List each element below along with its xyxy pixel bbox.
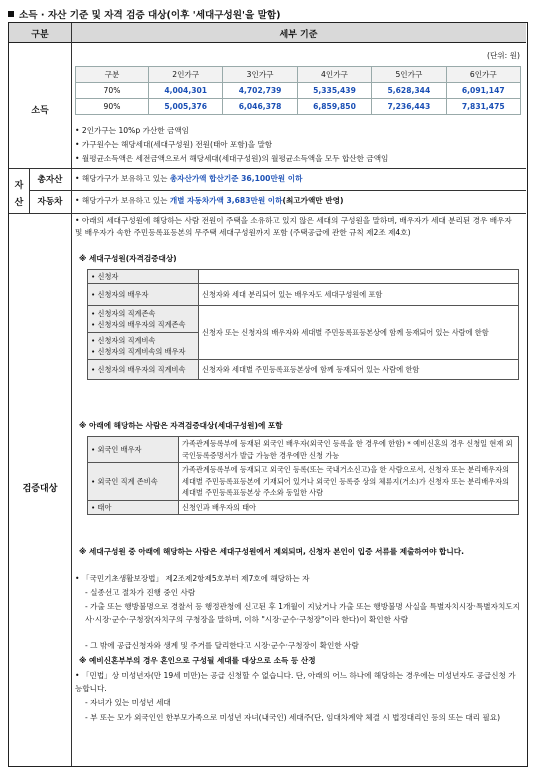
verify-intro: • 아래의 세대구성원에 해당하는 사람 전원이 주택을 소유하고 있지 않은 세대의 구성원을 말하며, 배우자가 세대 분리된 경우 배우자 및 배우자가 속한 주민등록표등본의 무주택 세대구성원까지 포함 (주택공급에 관한 규칙 제2조 제4호) — [75, 216, 512, 238]
members-row: • 신청자의 배우자 신청자와 세대 분리되어 있는 배우자도 세대구성원에 포함 — [88, 284, 519, 306]
income-row-90: 90% 5,005,376 6,046,378 6,859,850 7,236,443 7,831,475 — [76, 99, 521, 115]
income-note: • 월평균소득액은 세전금액으로서 해당세대(세대구성원)의 월평균소득액을 모두 합산한 금액임 — [75, 154, 389, 163]
exclusion-item: - 가출 또는 행방불명으로 경찰서 등 행정관청에 신고된 후 1개월이 지났거나 가출 또는 행방불명 사실을 특별자치시장·특별자치도지사·시장·군수·구청장(자치구의 구청장을 말하며, 이하 "시장·군수·구청장"이라 한다)이 확인한 사람 — [85, 602, 520, 624]
unit-note: (단위: 원) — [487, 51, 520, 60]
members-row: • 신청자 — [88, 270, 519, 284]
extra-row: • 외국인 배우자 가족관계등록부에 등재된 외국인 배우자(외국인 등록을 한 경우에 한함) * 예비신혼의 경우 신청일 현재 외국인등록증명서가 발급 가능한 경우에만 신청 가능 — [88, 437, 519, 463]
members-heading: ※ 세대구성원(자격검증대상) — [79, 254, 177, 263]
exclusion-item: - 그 밖에 공급신청자와 생계 및 주거를 달리한다고 시장·군수·구청장이 확인한 사람 — [85, 641, 359, 650]
extra-heading: ※ 아래에 해당하는 사람은 자격검증대상(세대구성원)에 포함 — [79, 421, 283, 430]
income-row-70: 70% 4,004,301 4,702,739 5,335,439 5,628,344 6,091,147 — [76, 83, 521, 99]
criteria-table — [8, 22, 528, 767]
section-title: 소득 · 자산 기준 및 자격 검증 대상(이후 '세대구성원'을 말함) — [8, 7, 281, 21]
total-assets-criterion: • 해당가구가 보유하고 있는 총자산가액 합산기준 36,100만원 이하 — [75, 174, 303, 183]
header-detail: 세부 기준 — [279, 30, 318, 40]
income-note: • 가구원수는 해당세대(세대구성원) 전원(태아 포함)을 말함 — [75, 140, 273, 149]
exclusion-item: - 실종선고 절차가 진행 중인 사람 — [85, 588, 196, 597]
civil-law-item: • 「민법」상 미성년자(만 19세 미만)는 공급 신청할 수 없습니다. 단, 아래의 어느 하나에 해당하는 경우에는 미성년자도 공급신청 가능합니다. — [75, 671, 516, 693]
members-row: • 신청자의 배우자의 직계비속 신청자와 세대별 주민등록표등본상에 함께 등재되어 있는 사람에 한함 — [88, 360, 519, 380]
car-assets-label: 자동차 — [37, 197, 63, 207]
members-row: • 신청자의 직계존속 • 신청자의 배우자의 직계존속 • 신청자의 직계비속 • 신청자의 직계비속의 배우자 신청자 또는 신청자의 배우자와 세대별 주민등록표등본상에 함께 등재되어 있는 사람에 한함 — [88, 306, 519, 360]
square-bullet-icon — [8, 11, 14, 17]
minor-item: - 자녀가 있는 미성년 세대 — [85, 698, 171, 707]
extra-table — [87, 436, 519, 515]
extra-row: • 태아 신청인과 배우자의 태아 — [88, 500, 519, 514]
income-label: 소득 — [31, 106, 49, 116]
total-assets-label: 총자산 — [37, 175, 63, 185]
assets-label-top: 자 — [14, 181, 24, 191]
header-category: 구분 — [31, 30, 49, 40]
car-assets-criterion: • 해당가구가 보유하고 있는 개별 자동차가액 3,683만원 이하(최고가액만 반영) — [75, 196, 344, 205]
verify-label: 검증대상 — [22, 484, 58, 494]
basic-law-item: • 「국민기초생활보장법」 제2조제2항제5호부터 제7호에 해당하는 자 — [75, 574, 310, 583]
income-note: • 2인가구는 10%p 가산한 금액임 — [75, 126, 190, 135]
income-table-header: 구분 2인가구 3인가구 4인가구 5인가구 6인가구 — [76, 67, 521, 83]
minor-item: - 부 또는 모가 외국인인 한부모가족으로 미성년 자녀(내국인) 세대주(단, 임대차계약 체결 시 법정대리인 등의 또는 대리 필요) — [85, 713, 501, 722]
assets-label-bottom: 산 — [14, 198, 24, 208]
income-table — [75, 66, 521, 115]
members-table — [87, 269, 519, 380]
exclude-note: ※ 세대구성원 중 아래에 해당하는 사람은 세대구성원에서 제외되며, 신청자 본인이 입증 서류를 제출하여야 합니다. — [79, 547, 464, 556]
prebride-note: ※ 예비신혼부부의 경우 혼인으로 구성될 세대를 대상으로 소득 등 산정 — [79, 656, 316, 665]
extra-row: • 외국인 직계 존비속 가족관계등록부에 등재되고 외국인 등록(또는 국내거소신고)을 한 사람으로서, 신청자 또는 분리배우자의 세대별 주민등록표등본에 기재되어 있거나 외국인 등록증 상의 체류지(거소)가 신청자 또는 분리배우자의 세대별 주민등록표등본상 주소와 동일한 사람 — [88, 463, 519, 501]
